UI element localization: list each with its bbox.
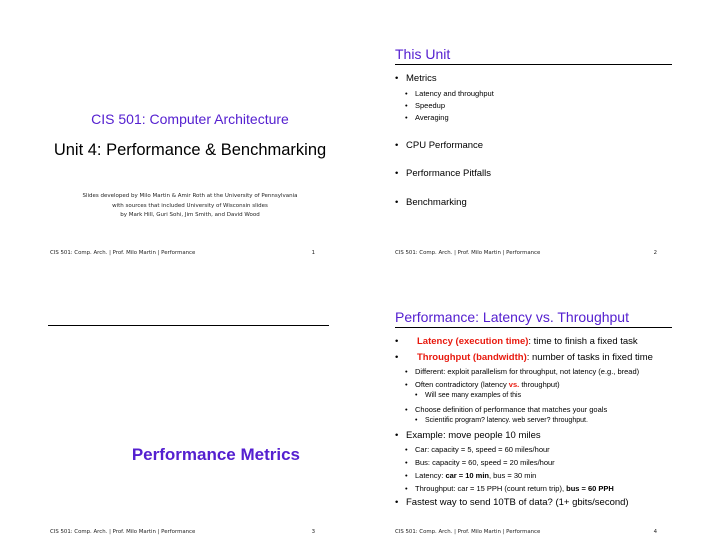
bullet-text: Bus: capacity = 60, speed = 20 miles/hour <box>415 458 555 467</box>
page-number: 1 <box>311 250 315 256</box>
bullet-text: , bus = 30 min <box>489 471 537 480</box>
title-rule <box>395 64 672 65</box>
bullet-text: Metrics <box>406 73 437 84</box>
sub-bullet <box>405 471 536 480</box>
sub-bullet <box>405 458 555 467</box>
bullet-text: Different: exploit parallelism for throughput, not latency (e.g., bread) <box>415 367 640 376</box>
sub-sub-bullet <box>415 417 588 424</box>
bullet-text: Throughput: car = 15 PPH (count return trip), <box>415 484 567 493</box>
slide-footer <box>395 250 657 256</box>
title-rule <box>48 325 329 326</box>
bullet-text: Fastest way to send 10TB of data? (1+ gbits/second) <box>406 497 629 508</box>
sub-bullet <box>405 445 550 454</box>
bullet-text: Choose definition of performance that matches your goals <box>415 405 608 414</box>
unit-title: Unit 4: Performance & Benchmarking <box>53 141 327 159</box>
slide-3 <box>0 279 360 557</box>
sub-bullet <box>405 380 560 389</box>
bullet <box>395 73 437 84</box>
credit-line: with sources that included University of Wisconsin slides <box>112 202 268 209</box>
bullet-text: Latency and throughput <box>415 89 494 98</box>
title-rule <box>395 327 672 328</box>
bullet-text: throughput) <box>519 380 560 389</box>
bullet-text: : number of tasks in fixed time <box>526 352 653 363</box>
bullet-text: Car: capacity = 5, speed = 60 miles/hour <box>415 445 550 454</box>
sub-bullet <box>405 484 614 493</box>
sub-sub-bullet <box>415 392 521 399</box>
bullet-text: Often contradictory (latency <box>415 380 509 389</box>
bullet-text: Will see many examples of this <box>425 392 522 399</box>
bullet-text: Averaging <box>415 113 449 122</box>
bullet <box>395 497 629 508</box>
footer-text: CIS 501: Comp. Arch. | Prof. Milo Martin | Performance <box>50 529 196 535</box>
bullet <box>395 168 491 179</box>
slide-title: This Unit <box>395 46 451 62</box>
sub-bullet <box>405 405 607 414</box>
page-number: 2 <box>653 250 657 256</box>
footer-text: CIS 501: Comp. Arch. | Prof. Milo Martin | Performance <box>50 250 196 256</box>
sub-bullet <box>405 89 494 98</box>
bullet <box>395 336 638 347</box>
page-number: 4 <box>653 529 657 535</box>
slide-title: Performance: Latency vs. Throughput <box>395 309 629 325</box>
bullet-text: Scientific program? latency. web server? throughput. <box>425 417 588 424</box>
section-heading: Performance Metrics <box>131 445 300 464</box>
bullet-text: Benchmarking <box>406 197 467 208</box>
slide-2 <box>360 0 720 278</box>
slide-footer <box>395 529 657 535</box>
slide-4 <box>360 279 720 557</box>
credit-line: Slides developed by Milo Martin & Amir Roth at the University of Pennsylvania <box>82 193 298 199</box>
bullet-text: Speedup <box>415 101 446 110</box>
slide-1 <box>0 0 360 278</box>
bullet <box>395 430 541 441</box>
slide-footer <box>50 250 315 256</box>
bullet-text: : time to finish a fixed task <box>528 336 638 347</box>
sub-bullet <box>405 113 449 122</box>
bullet-text: Latency: <box>415 471 446 480</box>
credit-line: by Mark Hill, Guri Sohi, Jim Smith, and David Wood <box>120 212 260 218</box>
bullet <box>395 352 653 363</box>
keyword: car = 10 min <box>445 471 490 480</box>
sub-bullet <box>405 367 639 376</box>
bullet <box>395 197 467 208</box>
keyword: Throughput (bandwidth) <box>417 352 527 363</box>
footer-text: CIS 501: Comp. Arch. | Prof. Milo Martin | Performance <box>395 529 541 535</box>
sub-bullet <box>405 101 445 110</box>
bullet-text: Example: move people 10 miles <box>406 430 541 441</box>
credits <box>0 192 360 221</box>
bullet-text: Performance Pitfalls <box>406 168 492 179</box>
keyword: Latency (execution time) <box>417 336 529 347</box>
bullet <box>395 140 483 151</box>
page-number: 3 <box>311 529 315 535</box>
course-title: CIS 501: Computer Architecture <box>91 111 289 127</box>
footer-text: CIS 501: Comp. Arch. | Prof. Milo Martin | Performance <box>395 250 541 256</box>
slide-footer <box>50 529 315 535</box>
keyword: vs. <box>508 380 520 389</box>
bullet-text: CPU Performance <box>406 140 484 151</box>
keyword: bus = 60 PPH <box>566 484 614 493</box>
